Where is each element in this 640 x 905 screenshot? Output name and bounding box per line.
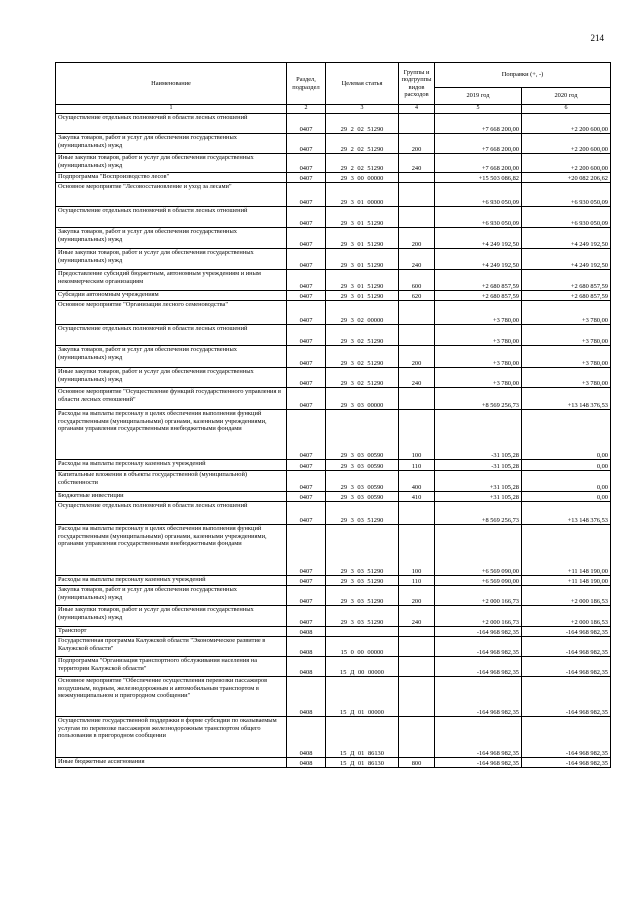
row-amount-2019: -164 968 982,35 — [435, 677, 522, 717]
row-amount-2020: +3 780,00 — [522, 346, 611, 368]
row-article: 29 3 02 51290 — [326, 325, 399, 346]
row-group — [399, 717, 435, 758]
row-group: 400 — [399, 471, 435, 492]
row-article: 29 3 03 00590 — [326, 492, 399, 502]
row-section: 0407 — [287, 586, 326, 606]
row-name: Иные закупки товаров, работ и услуг для обеспечения государственных (муниципальных) нужд — [56, 154, 287, 173]
row-article: 29 3 00 00000 — [326, 173, 399, 183]
row-name: Иные закупки товаров, работ и услуг для обеспечения государственных (муниципальных) нужд — [56, 249, 287, 270]
row-article: 29 3 03 51290 — [326, 502, 399, 525]
row-name: Бюджетные инвестиции — [56, 492, 287, 502]
row-amount-2020: +2 000 186,53 — [522, 586, 611, 606]
table-row — [56, 492, 611, 502]
row-section: 0408 — [287, 717, 326, 758]
row-group: 110 — [399, 460, 435, 471]
row-article: 29 3 02 00000 — [326, 301, 399, 325]
row-group: 200 — [399, 346, 435, 368]
row-amount-2019: -164 968 982,35 — [435, 627, 522, 637]
row-amount-2019: +3 780,00 — [435, 368, 522, 388]
row-amount-2019: -164 968 982,35 — [435, 758, 522, 768]
row-name: Осуществление отдельных полномочий в области лесных отношений — [56, 502, 287, 525]
column-number: 6 — [522, 105, 611, 114]
column-number: 4 — [399, 105, 435, 114]
row-amount-2020: +3 780,00 — [522, 325, 611, 346]
row-name: Расходы на выплаты персоналу в целях обеспечения выполнения функций государственными (муниципальными) органами, казенными учреждениями, органами управления государственными внебюджетными фондами — [56, 525, 287, 576]
row-amount-2019: +2 680 857,59 — [435, 270, 522, 291]
row-amount-2020: +13 148 376,53 — [522, 388, 611, 410]
row-group — [399, 207, 435, 228]
row-amount-2019: +31 105,28 — [435, 471, 522, 492]
table-row — [56, 576, 611, 586]
table-row — [56, 758, 611, 768]
row-article: 29 3 01 51290 — [326, 291, 399, 301]
row-amount-2020: 0,00 — [522, 471, 611, 492]
table-row — [56, 502, 611, 525]
row-amount-2019: +2 680 857,59 — [435, 291, 522, 301]
row-name: Расходы на выплаты персоналу казенных учреждений — [56, 460, 287, 471]
table-row — [56, 677, 611, 717]
row-group: 620 — [399, 291, 435, 301]
budget-amendments-table — [55, 62, 611, 768]
table-row — [56, 207, 611, 228]
row-group: 240 — [399, 249, 435, 270]
table-row — [56, 270, 611, 291]
row-amount-2019: +3 780,00 — [435, 325, 522, 346]
table-row — [56, 525, 611, 576]
row-amount-2020: +13 148 376,53 — [522, 502, 611, 525]
row-amount-2020: +20 082 206,62 — [522, 173, 611, 183]
row-amount-2019: +4 249 192,50 — [435, 228, 522, 249]
row-group: 240 — [399, 154, 435, 173]
column-number: 5 — [435, 105, 522, 114]
table-row — [56, 154, 611, 173]
row-group: 800 — [399, 758, 435, 768]
table-body — [56, 114, 611, 768]
table-row — [56, 114, 611, 134]
row-amount-2020: +2 680 857,59 — [522, 291, 611, 301]
table-row — [56, 471, 611, 492]
table-row — [56, 368, 611, 388]
row-amount-2019: +7 668 200,00 — [435, 154, 522, 173]
page-number: 214 — [590, 33, 604, 43]
row-article: 29 3 03 51290 — [326, 576, 399, 586]
row-name: Субсидии автономным учреждениям — [56, 291, 287, 301]
row-section: 0407 — [287, 291, 326, 301]
row-section: 0407 — [287, 525, 326, 576]
row-name: Иные закупки товаров, работ и услуг для обеспечения государственных (муниципальных) нужд — [56, 606, 287, 627]
row-name: Иные бюджетные ассигнования — [56, 758, 287, 768]
row-name: Основное мероприятие "Обеспечение осуществления перевозки пассажиров воздушным, водным, железнодорожным и автомобильным транспортом в межмуниципальном и пригородном сообщении" — [56, 677, 287, 717]
table-row — [56, 183, 611, 207]
header-name: Наименование — [56, 63, 287, 105]
row-section: 0407 — [287, 183, 326, 207]
row-article: 29 3 03 00590 — [326, 471, 399, 492]
header-article: Целевая статья — [326, 63, 399, 105]
row-amount-2019: +8 569 256,73 — [435, 502, 522, 525]
row-section: 0407 — [287, 134, 326, 154]
row-section: 0407 — [287, 228, 326, 249]
row-amount-2020: +11 148 190,00 — [522, 525, 611, 576]
header-year-2019: 2019 год — [435, 88, 522, 105]
table-row — [56, 249, 611, 270]
header-section: Раздел, подраздел — [287, 63, 326, 105]
row-amount-2020: -164 968 982,35 — [522, 677, 611, 717]
row-group — [399, 388, 435, 410]
row-article: 29 3 03 51290 — [326, 586, 399, 606]
row-amount-2019: +7 668 200,00 — [435, 134, 522, 154]
table-row — [56, 388, 611, 410]
row-article: 29 2 02 51290 — [326, 134, 399, 154]
row-amount-2020: +2 200 600,00 — [522, 114, 611, 134]
table-row — [56, 134, 611, 154]
row-section: 0407 — [287, 471, 326, 492]
row-name: Осуществление отдельных полномочий в области лесных отношений — [56, 207, 287, 228]
row-group — [399, 627, 435, 637]
header-groups: Группы и подгруппы видов расходов — [399, 63, 435, 105]
row-name: Осуществление отдельных полномочий в области лесных отношений — [56, 325, 287, 346]
row-name: Государственная программа Калужской области "Экономическое развитие в Калужской области" — [56, 637, 287, 657]
row-amount-2019: +3 780,00 — [435, 346, 522, 368]
row-section: 0407 — [287, 576, 326, 586]
row-amount-2019: +6 569 090,00 — [435, 576, 522, 586]
table-row — [56, 325, 611, 346]
row-article: 29 3 01 51290 — [326, 207, 399, 228]
column-number: 2 — [287, 105, 326, 114]
row-group: 200 — [399, 134, 435, 154]
row-article: 29 3 01 51290 — [326, 249, 399, 270]
row-name: Расходы на выплаты персоналу казенных учреждений — [56, 576, 287, 586]
row-section: 0407 — [287, 114, 326, 134]
row-article: 15 Д 01 86130 — [326, 758, 399, 768]
column-number: 1 — [56, 105, 287, 114]
row-article: 29 2 02 51290 — [326, 154, 399, 173]
table-row — [56, 173, 611, 183]
row-section: 0407 — [287, 270, 326, 291]
row-article: 15 Д 01 86130 — [326, 717, 399, 758]
row-amount-2020: -164 968 982,35 — [522, 627, 611, 637]
row-article — [326, 627, 399, 637]
row-section: 0407 — [287, 606, 326, 627]
row-amount-2020: +6 930 050,09 — [522, 207, 611, 228]
row-group: 100 — [399, 410, 435, 460]
row-name: Закупка товаров, работ и услуг для обеспечения государственных (муниципальных) нужд — [56, 228, 287, 249]
row-amount-2020: +4 249 192,50 — [522, 249, 611, 270]
row-name: Подпрограмма "Организация транспортного обслуживания населения на территории Калужской области" — [56, 657, 287, 677]
row-section: 0407 — [287, 325, 326, 346]
table-row — [56, 301, 611, 325]
row-section: 0408 — [287, 758, 326, 768]
row-name: Закупка товаров, работ и услуг для обеспечения государственных (муниципальных) нужд — [56, 134, 287, 154]
row-amount-2020: +3 780,00 — [522, 368, 611, 388]
row-name: Иные закупки товаров, работ и услуг для обеспечения государственных (муниципальных) нужд — [56, 368, 287, 388]
row-amount-2020: 0,00 — [522, 460, 611, 471]
row-article: 29 3 03 00590 — [326, 410, 399, 460]
row-article: 15 Д 00 00000 — [326, 657, 399, 677]
row-amount-2019: -31 105,28 — [435, 460, 522, 471]
table-row — [56, 228, 611, 249]
row-group: 410 — [399, 492, 435, 502]
row-amount-2019: +8 569 256,73 — [435, 388, 522, 410]
row-amount-2020: +2 200 600,00 — [522, 154, 611, 173]
table-row — [56, 460, 611, 471]
row-article: 29 3 01 51290 — [326, 228, 399, 249]
row-amount-2019: -164 968 982,35 — [435, 657, 522, 677]
row-section: 0407 — [287, 368, 326, 388]
row-section: 0407 — [287, 410, 326, 460]
row-amount-2020: +2 000 186,53 — [522, 606, 611, 627]
row-amount-2019: +4 249 192,50 — [435, 249, 522, 270]
row-amount-2019: -164 968 982,35 — [435, 637, 522, 657]
table-row — [56, 346, 611, 368]
row-amount-2019: +31 105,28 — [435, 492, 522, 502]
row-group — [399, 502, 435, 525]
row-section: 0408 — [287, 657, 326, 677]
row-group: 200 — [399, 228, 435, 249]
row-amount-2019: +2 000 166,73 — [435, 606, 522, 627]
column-number: 3 — [326, 105, 399, 114]
row-group — [399, 657, 435, 677]
row-group: 110 — [399, 576, 435, 586]
table-row — [56, 657, 611, 677]
row-article: 29 2 02 51290 — [326, 114, 399, 134]
row-name: Осуществление отдельных полномочий в области лесных отношений — [56, 114, 287, 134]
row-group: 240 — [399, 368, 435, 388]
row-section: 0407 — [287, 492, 326, 502]
table-row — [56, 410, 611, 460]
row-amount-2019: +6 930 050,09 — [435, 183, 522, 207]
row-name: Закупка товаров, работ и услуг для обеспечения государственных (муниципальных) нужд — [56, 586, 287, 606]
row-group — [399, 114, 435, 134]
row-group — [399, 301, 435, 325]
row-amount-2020: +11 148 190,00 — [522, 576, 611, 586]
row-name: Осуществление государственной поддержки в форме субсидии по оказываемым услугам по перевозке пассажиров железнодорожным транспортом общего пользования в пригородном сообщении — [56, 717, 287, 758]
row-amount-2019: +2 000 166,73 — [435, 586, 522, 606]
row-amount-2020: +4 249 192,50 — [522, 228, 611, 249]
row-section: 0408 — [287, 677, 326, 717]
column-numbers-row — [56, 105, 611, 114]
row-name: Предоставление субсидий бюджетным, автономным учреждениям и иным некоммерческим организациям — [56, 270, 287, 291]
table-row — [56, 291, 611, 301]
table-row — [56, 717, 611, 758]
row-amount-2020: +2 200 600,00 — [522, 134, 611, 154]
row-group — [399, 183, 435, 207]
row-name: Подпрограмма "Воспроизводство лесов" — [56, 173, 287, 183]
table-row — [56, 606, 611, 627]
row-group — [399, 677, 435, 717]
table-row — [56, 586, 611, 606]
row-amount-2020: 0,00 — [522, 492, 611, 502]
header-year-2020: 2020 год — [522, 88, 611, 105]
row-section: 0407 — [287, 502, 326, 525]
row-article: 29 3 01 51290 — [326, 270, 399, 291]
row-amount-2019: -164 968 982,35 — [435, 717, 522, 758]
row-amount-2020: +3 780,00 — [522, 301, 611, 325]
row-section: 0407 — [287, 388, 326, 410]
row-section: 0407 — [287, 154, 326, 173]
row-amount-2020: -164 968 982,35 — [522, 637, 611, 657]
row-group — [399, 173, 435, 183]
row-article: 29 3 02 51290 — [326, 346, 399, 368]
row-amount-2019: -31 105,28 — [435, 410, 522, 460]
row-amount-2020: -164 968 982,35 — [522, 717, 611, 758]
row-name: Основное мероприятие "Лесовосстановление и уход за лесами" — [56, 183, 287, 207]
row-article: 29 3 01 00000 — [326, 183, 399, 207]
row-amount-2019: +7 668 200,00 — [435, 114, 522, 134]
row-group — [399, 637, 435, 657]
row-section: 0407 — [287, 207, 326, 228]
row-name: Транспорт — [56, 627, 287, 637]
row-article: 29 3 03 00590 — [326, 460, 399, 471]
row-section: 0408 — [287, 627, 326, 637]
row-amount-2019: +6 569 090,00 — [435, 525, 522, 576]
row-section: 0407 — [287, 346, 326, 368]
row-name: Расходы на выплаты персоналу в целях обеспечения выполнения функций государственными (муниципальными) органами, казенными учреждениями, органами управления государственными внебюджетными фондами — [56, 410, 287, 460]
row-article: 15 0 00 00000 — [326, 637, 399, 657]
row-group — [399, 325, 435, 346]
row-article: 29 3 03 51290 — [326, 525, 399, 576]
row-name: Основное мероприятие "Осуществление функций государственного управления в области лесных отношений" — [56, 388, 287, 410]
row-name: Капитальные вложения в объекты государственной (муниципальной) собственности — [56, 471, 287, 492]
row-amount-2020: -164 968 982,35 — [522, 657, 611, 677]
row-article: 29 3 03 51290 — [326, 606, 399, 627]
row-amount-2020: -164 968 982,35 — [522, 758, 611, 768]
row-section: 0408 — [287, 637, 326, 657]
row-article: 29 3 02 51290 — [326, 368, 399, 388]
row-amount-2020: +6 930 050,09 — [522, 183, 611, 207]
row-group: 240 — [399, 606, 435, 627]
row-group: 600 — [399, 270, 435, 291]
row-section: 0407 — [287, 460, 326, 471]
row-group: 100 — [399, 525, 435, 576]
table-row — [56, 627, 611, 637]
row-article: 29 3 03 00000 — [326, 388, 399, 410]
header-amendments: Поправки (+, -) — [435, 63, 611, 88]
row-name: Основное мероприятие "Организация лесного семеноводства" — [56, 301, 287, 325]
table-row — [56, 637, 611, 657]
row-section: 0407 — [287, 173, 326, 183]
row-amount-2020: 0,00 — [522, 410, 611, 460]
row-amount-2019: +6 930 050,09 — [435, 207, 522, 228]
row-section: 0407 — [287, 249, 326, 270]
row-name: Закупка товаров, работ и услуг для обеспечения государственных (муниципальных) нужд — [56, 346, 287, 368]
row-amount-2019: +3 780,00 — [435, 301, 522, 325]
row-section: 0407 — [287, 301, 326, 325]
row-amount-2020: +2 680 857,59 — [522, 270, 611, 291]
row-amount-2019: +15 503 086,82 — [435, 173, 522, 183]
row-group: 200 — [399, 586, 435, 606]
row-article: 15 Д 01 00000 — [326, 677, 399, 717]
